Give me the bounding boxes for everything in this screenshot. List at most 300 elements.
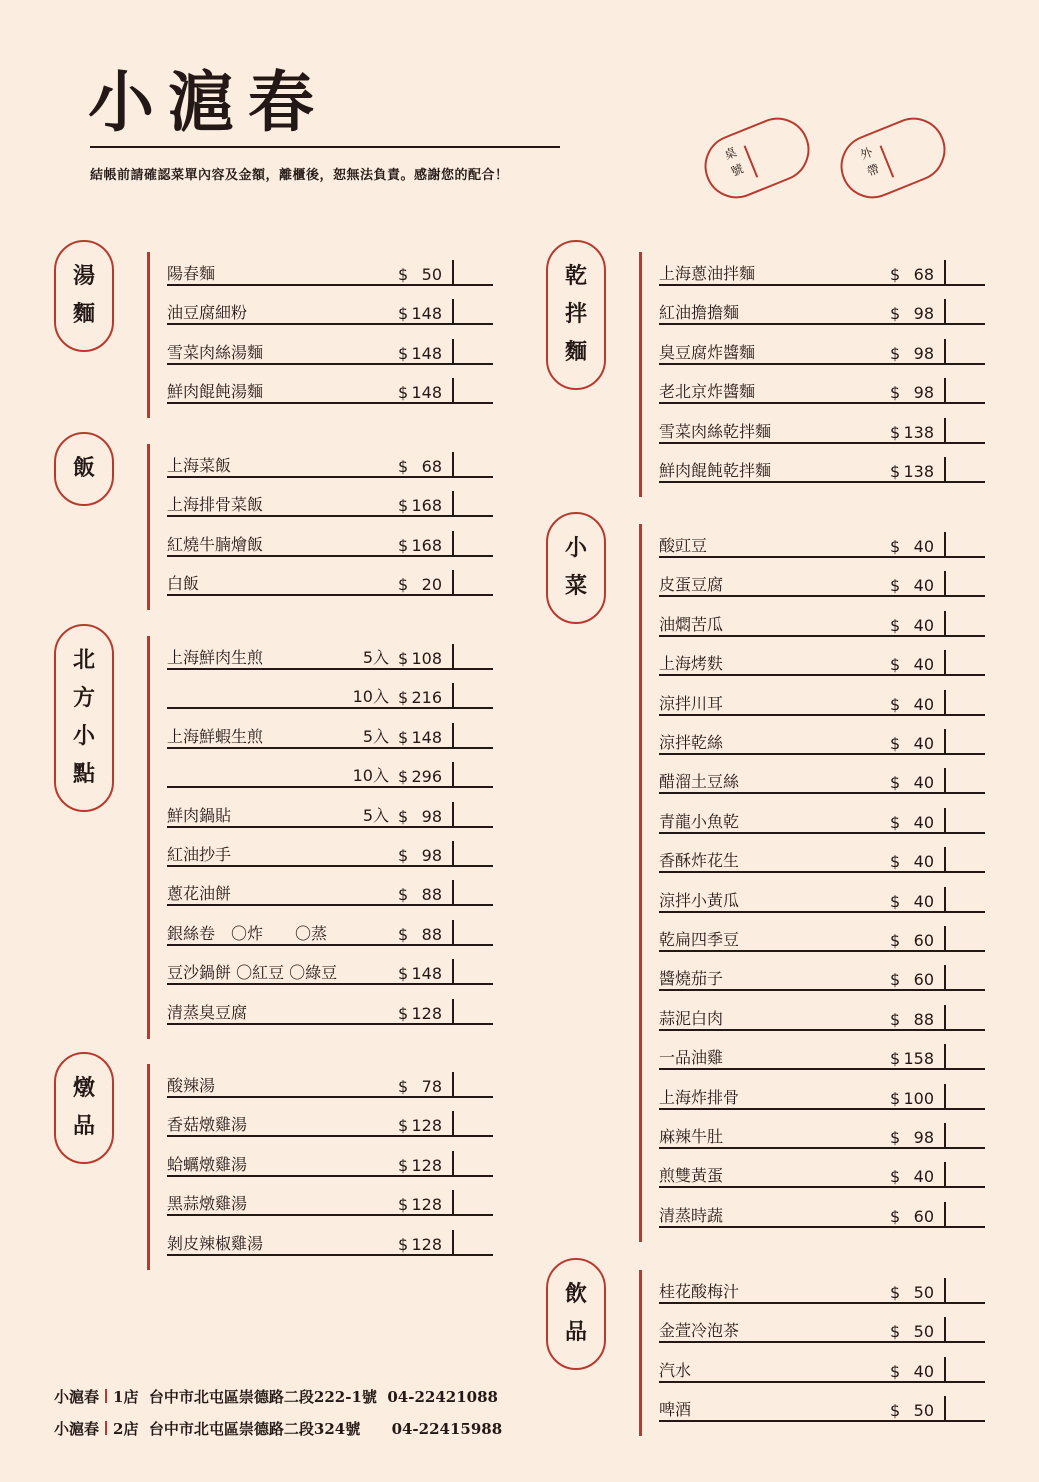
menu-item — [659, 887, 995, 913]
item-name: 上海鮮肉生煎 — [167, 648, 264, 667]
item-name: 煎雙黃蛋 — [659, 1166, 724, 1186]
item-underline — [659, 950, 985, 952]
price-divider — [452, 1111, 454, 1137]
menu-item — [659, 1084, 995, 1110]
currency-symbol: $ — [398, 343, 409, 363]
currency-symbol: $ — [890, 1009, 901, 1029]
item-price — [890, 344, 934, 363]
restaurant-title: 小滬春 — [88, 63, 328, 141]
item-name: 剝皮辣椒雞湯 — [167, 1233, 264, 1253]
price-value: 40 — [913, 655, 934, 675]
price-value: 78 — [421, 1077, 442, 1096]
category-char: 麵 — [564, 340, 587, 365]
menu-item — [167, 260, 503, 286]
item-name: 紅油抄手 — [167, 845, 232, 864]
price-value: 128 — [411, 1195, 442, 1215]
menu-item — [167, 339, 503, 365]
item-price — [398, 575, 442, 594]
menu-item — [167, 880, 503, 906]
item-underline — [167, 1254, 493, 1256]
price-divider — [944, 1044, 946, 1070]
item-name: 蛤蠣燉雞湯 — [167, 1154, 248, 1174]
item-underline — [659, 674, 985, 676]
item-price — [398, 925, 442, 944]
category-badge — [54, 240, 114, 352]
category-badge — [54, 624, 114, 812]
item-name: 桂花酸梅汁 — [659, 1282, 740, 1301]
price-value: 148 — [411, 727, 442, 747]
item-underline — [659, 714, 985, 716]
menu-item — [659, 1278, 995, 1304]
currency-symbol: $ — [890, 1167, 901, 1187]
item-price — [398, 1116, 442, 1135]
item-price — [890, 813, 934, 832]
category-char: 麵 — [72, 302, 95, 327]
item-quantity: 5入 — [362, 805, 389, 825]
item-underline — [659, 1186, 985, 1188]
price-divider — [944, 768, 946, 794]
menu-item — [659, 1396, 995, 1422]
price-divider — [944, 299, 946, 325]
section-bar — [147, 636, 150, 1039]
item-name: 醬燒茄子 — [659, 969, 724, 989]
menu-item — [659, 1123, 995, 1149]
currency-symbol: $ — [890, 891, 901, 911]
price-value: 128 — [411, 1003, 442, 1023]
menu-item — [167, 531, 503, 557]
item-name: 上海烤麩 — [659, 654, 724, 674]
menu-item — [659, 1317, 995, 1343]
currency-symbol: $ — [398, 688, 409, 708]
category-char: 小 — [564, 536, 587, 561]
price-value: 168 — [411, 535, 442, 555]
currency-symbol: $ — [398, 964, 409, 984]
item-name: 皮蛋豆腐 — [659, 575, 724, 595]
price-value: 168 — [411, 496, 442, 516]
item-underline — [659, 1068, 985, 1070]
category-char: 方 — [72, 686, 95, 711]
price-value: 216 — [411, 688, 442, 708]
price-value: 60 — [913, 1206, 934, 1226]
price-divider — [944, 1396, 946, 1422]
item-name: 香菇燉雞湯 — [167, 1115, 248, 1135]
item-underline — [167, 284, 493, 286]
price-divider — [944, 1123, 946, 1149]
item-name: 涼拌乾絲 — [659, 733, 724, 752]
price-divider — [452, 880, 454, 906]
price-value: 98 — [913, 383, 934, 403]
item-name: 清蒸臭豆腐 — [167, 1002, 248, 1022]
item-underline — [659, 1420, 985, 1422]
item-underline — [659, 989, 985, 991]
price-divider — [944, 650, 946, 676]
currency-symbol: $ — [398, 767, 409, 787]
currency-symbol: $ — [890, 931, 901, 950]
price-value: 148 — [411, 383, 442, 403]
menu-item — [659, 299, 995, 325]
item-price — [890, 695, 934, 714]
item-underline — [659, 323, 985, 325]
price-divider — [452, 999, 454, 1025]
menu-item — [167, 452, 503, 478]
currency-symbol: $ — [890, 615, 901, 635]
price-value: 98 — [913, 343, 934, 363]
price-divider — [452, 841, 454, 867]
store-phone: 04-22421088 — [387, 1388, 498, 1406]
currency-symbol: $ — [398, 1003, 409, 1023]
item-price — [398, 536, 442, 555]
item-name: 上海蔥油拌麵 — [659, 264, 756, 283]
item-price — [890, 265, 934, 284]
price-divider — [944, 611, 946, 637]
price-divider — [452, 378, 454, 404]
menu-item — [659, 1005, 995, 1031]
item-price — [890, 1401, 934, 1420]
currency-symbol: $ — [890, 1361, 901, 1381]
price-divider — [452, 1190, 454, 1216]
item-name: 油豆腐細粉 — [167, 303, 248, 323]
item-name: 黑蒜燉雞湯 — [167, 1194, 248, 1214]
table-number-label: 桌號 — [722, 144, 746, 180]
item-quantity: 5入 — [362, 648, 389, 667]
currency-symbol: $ — [890, 537, 901, 556]
store-address: 台中市北屯區崇德路二段324號 — [148, 1420, 361, 1438]
currency-symbol: $ — [890, 852, 901, 872]
item-price — [890, 1089, 934, 1108]
item-name: 臭豆腐炸醬麵 — [659, 342, 756, 362]
price-value: 50 — [913, 1283, 934, 1302]
store-address: 台中市北屯區崇德路二段222-1號 — [148, 1388, 377, 1406]
price-divider — [452, 491, 454, 517]
category-badge — [546, 1258, 606, 1370]
item-price — [890, 1283, 934, 1302]
item-name: 香酥炸花生 — [659, 851, 740, 871]
price-value: 40 — [913, 1361, 934, 1381]
menu-item — [167, 683, 503, 709]
item-underline — [659, 911, 985, 913]
item-underline — [659, 753, 985, 755]
category-char: 點 — [72, 762, 95, 787]
item-name: 陽春麵 — [167, 264, 216, 283]
item-price — [890, 1207, 934, 1226]
currency-symbol: $ — [398, 924, 409, 944]
price-value: 40 — [913, 891, 934, 911]
price-value: 40 — [913, 576, 934, 596]
menu-item — [167, 762, 503, 788]
price-value: 40 — [913, 773, 934, 793]
item-underline — [659, 1302, 985, 1304]
price-divider — [944, 378, 946, 404]
store-info-2 — [54, 1418, 502, 1439]
menu-item — [167, 920, 503, 946]
item-price — [890, 1362, 934, 1381]
price-divider — [452, 531, 454, 557]
section-bar — [639, 252, 642, 497]
price-divider — [944, 418, 946, 444]
currency-symbol: $ — [890, 343, 901, 363]
menu-item — [659, 965, 995, 991]
item-underline — [659, 792, 985, 794]
item-price — [398, 649, 442, 668]
item-name: 金萱冷泡茶 — [659, 1321, 740, 1341]
item-underline — [659, 1226, 985, 1228]
price-divider — [944, 1005, 946, 1031]
item-quantity: 5入 — [362, 726, 389, 746]
price-value: 296 — [411, 767, 442, 787]
currency-symbol: $ — [890, 576, 901, 596]
price-divider — [452, 644, 454, 670]
menu-item — [167, 959, 503, 985]
item-price — [890, 1128, 934, 1147]
price-value: 50 — [913, 1322, 934, 1342]
menu-item — [167, 299, 503, 325]
section-bar — [147, 1064, 150, 1270]
item-name: 乾扁四季豆 — [659, 930, 740, 949]
item-name: 鮮肉鍋貼 — [167, 805, 232, 825]
currency-symbol: $ — [398, 806, 409, 826]
menu-item — [167, 378, 503, 404]
item-price — [890, 423, 934, 442]
item-underline — [167, 944, 493, 946]
menu-item — [659, 339, 995, 365]
currency-symbol: $ — [398, 304, 409, 324]
item-underline — [659, 1108, 985, 1110]
currency-symbol: $ — [398, 846, 409, 865]
currency-symbol: $ — [890, 422, 901, 442]
price-value: 148 — [411, 304, 442, 324]
item-name: 紅油擔擔麵 — [659, 303, 740, 323]
price-value: 148 — [411, 964, 442, 984]
price-value: 158 — [903, 1049, 934, 1069]
price-divider — [944, 571, 946, 597]
item-underline — [167, 786, 493, 788]
item-underline — [167, 1135, 493, 1137]
currency-symbol: $ — [890, 1401, 901, 1421]
item-name: 紅燒牛腩燴飯 — [167, 534, 264, 554]
currency-symbol: $ — [890, 970, 901, 990]
menu-item — [659, 690, 995, 716]
price-value: 98 — [421, 806, 442, 826]
price-divider — [944, 339, 946, 365]
menu-item — [167, 1190, 503, 1216]
item-name: 老北京炸醬麵 — [659, 382, 756, 402]
item-name: 油燜苦瓜 — [659, 614, 724, 634]
item-price — [398, 846, 442, 865]
item-price — [890, 892, 934, 911]
price-divider — [944, 847, 946, 873]
price-value: 98 — [421, 846, 442, 865]
item-underline — [167, 1214, 493, 1216]
category-char: 品 — [564, 1320, 587, 1345]
category-char: 拌 — [564, 302, 587, 327]
currency-symbol: $ — [398, 885, 409, 905]
currency-symbol: $ — [398, 1077, 409, 1096]
price-divider — [452, 299, 454, 325]
item-underline — [659, 1029, 985, 1031]
menu-item — [659, 1202, 995, 1228]
price-value: 40 — [913, 852, 934, 872]
menu-item — [167, 1151, 503, 1177]
price-value: 98 — [913, 304, 934, 324]
item-price — [890, 655, 934, 674]
price-divider — [452, 1230, 454, 1256]
price-divider — [452, 762, 454, 788]
item-price — [398, 1077, 442, 1096]
price-value: 68 — [421, 457, 442, 476]
section-bar — [639, 1270, 642, 1436]
menu-item — [167, 802, 503, 828]
item-underline — [167, 402, 493, 404]
item-quantity: 10入 — [352, 766, 389, 786]
currency-symbol: $ — [890, 655, 901, 675]
currency-symbol: $ — [398, 1116, 409, 1136]
currency-symbol: $ — [890, 265, 901, 284]
currency-symbol: $ — [398, 727, 409, 747]
item-price — [398, 688, 442, 707]
price-value: 88 — [421, 885, 442, 905]
menu-item — [659, 650, 995, 676]
item-underline — [659, 1147, 985, 1149]
category-char: 菜 — [564, 574, 587, 599]
item-name: 銀絲卷 〇炸 〇蒸 — [167, 923, 328, 943]
item-price — [398, 767, 442, 786]
item-price — [398, 457, 442, 476]
item-price — [398, 344, 442, 363]
menu-item — [659, 1044, 995, 1070]
item-underline — [167, 747, 493, 749]
price-divider — [944, 729, 946, 755]
price-divider — [944, 1357, 946, 1383]
item-underline — [659, 442, 985, 444]
price-value: 98 — [913, 1128, 934, 1147]
category-badge — [546, 240, 606, 390]
item-price — [890, 537, 934, 556]
currency-symbol: $ — [398, 649, 409, 668]
price-divider — [944, 1317, 946, 1343]
item-name: 上海鮮蝦生煎 — [167, 726, 264, 746]
store-branch: 2店 — [113, 1420, 139, 1438]
title-divider — [90, 146, 560, 148]
price-value: 40 — [913, 615, 934, 635]
item-price — [398, 728, 442, 747]
price-divider — [452, 452, 454, 478]
currency-symbol: $ — [890, 1128, 901, 1147]
menu-item — [659, 808, 995, 834]
price-value: 40 — [913, 694, 934, 714]
menu-item — [659, 611, 995, 637]
item-price — [890, 462, 934, 481]
item-price — [890, 616, 934, 635]
category-badge — [54, 1052, 114, 1164]
item-price — [890, 734, 934, 753]
price-value: 128 — [411, 1116, 442, 1136]
price-divider — [944, 1084, 946, 1110]
item-name: 豆沙鍋餅 〇紅豆 〇綠豆 — [167, 963, 338, 983]
menu-item — [659, 378, 995, 404]
price-divider — [944, 926, 946, 952]
item-price — [398, 1195, 442, 1214]
store-info-1 — [54, 1386, 498, 1407]
item-underline — [659, 481, 985, 483]
price-divider — [944, 690, 946, 716]
item-underline — [167, 707, 493, 709]
item-price — [398, 1004, 442, 1023]
item-price — [890, 383, 934, 402]
currency-symbol: $ — [890, 383, 901, 403]
item-price — [398, 383, 442, 402]
item-name: 酸辣湯 — [167, 1076, 216, 1095]
item-underline — [167, 904, 493, 906]
item-underline — [167, 983, 493, 985]
item-underline — [167, 1175, 493, 1177]
item-name: 上海排骨菜飯 — [167, 495, 264, 515]
price-divider — [944, 965, 946, 991]
item-price — [890, 1322, 934, 1341]
price-value: 100 — [903, 1088, 934, 1108]
category-char: 乾 — [564, 264, 587, 289]
checkout-notice: 結帳前請確認菜單內容及金額，離櫃後，恕無法負責。感謝您的配合！ — [90, 168, 509, 183]
menu-item — [659, 847, 995, 873]
currency-symbol: $ — [890, 462, 901, 481]
menu-item — [167, 1230, 503, 1256]
price-divider — [452, 339, 454, 365]
currency-symbol: $ — [890, 1088, 901, 1108]
menu-item — [167, 1111, 503, 1137]
price-value: 60 — [913, 931, 934, 950]
item-name: 鮮肉餛飩湯麵 — [167, 382, 264, 402]
price-divider — [452, 802, 454, 828]
item-price — [890, 304, 934, 323]
menu-item — [659, 457, 995, 483]
price-value: 40 — [913, 734, 934, 753]
price-divider — [944, 1162, 946, 1188]
price-divider — [452, 570, 454, 596]
category-char: 小 — [72, 724, 95, 749]
item-name: 涼拌川耳 — [659, 693, 724, 713]
item-name: 上海菜飯 — [167, 456, 232, 475]
currency-symbol: $ — [890, 812, 901, 832]
item-price — [890, 773, 934, 792]
currency-symbol: $ — [398, 535, 409, 555]
currency-symbol: $ — [398, 575, 409, 595]
item-underline — [167, 555, 493, 557]
item-price — [890, 1167, 934, 1186]
item-price — [398, 885, 442, 904]
currency-symbol: $ — [890, 773, 901, 793]
section-bar — [147, 252, 150, 418]
item-name: 蔥花油餅 — [167, 884, 232, 904]
category-char: 飲 — [564, 1282, 587, 1307]
currency-symbol: $ — [890, 734, 901, 753]
item-price — [890, 576, 934, 595]
item-underline — [659, 402, 985, 404]
menu-item — [659, 1162, 995, 1188]
item-quantity: 10入 — [352, 687, 389, 707]
price-value: 50 — [913, 1401, 934, 1421]
item-name: 涼拌小黃瓜 — [659, 890, 740, 910]
price-divider — [452, 1151, 454, 1177]
category-badge — [54, 432, 114, 506]
category-char: 燉 — [72, 1076, 95, 1101]
price-divider — [944, 1202, 946, 1228]
item-underline — [659, 363, 985, 365]
menu-item — [659, 571, 995, 597]
price-divider — [452, 723, 454, 749]
menu-item — [167, 491, 503, 517]
category-char: 北 — [72, 648, 95, 673]
price-divider — [452, 260, 454, 286]
item-name: 麻辣牛肚 — [659, 1127, 724, 1146]
